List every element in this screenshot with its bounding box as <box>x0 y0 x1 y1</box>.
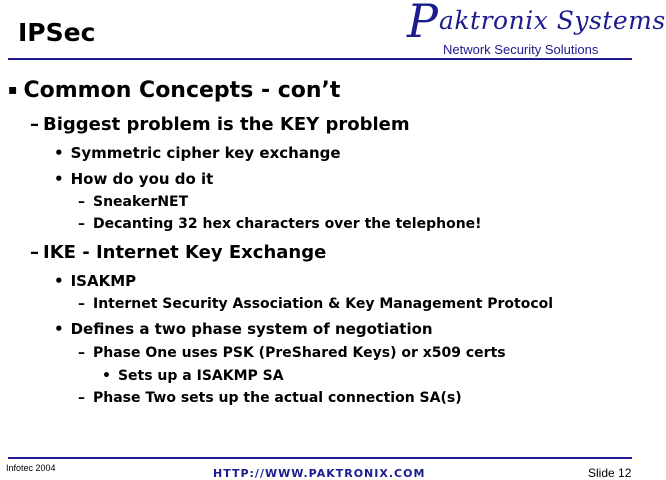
detail-phase-one <box>78 345 506 361</box>
dash-bullet-icon: – <box>78 390 85 406</box>
footer-divider <box>8 457 632 459</box>
detail-isakmp-definition <box>78 296 553 312</box>
detail-sneakernet <box>78 194 188 210</box>
dot-bullet-icon: • <box>54 144 64 162</box>
logo-letter: P <box>407 0 438 48</box>
bullet-text: IKE - Internet Key Exchange <box>43 242 327 263</box>
detail-decanting-hex <box>78 216 482 232</box>
bullet-isakmp <box>54 272 136 290</box>
dot-bullet-icon: • <box>102 368 111 384</box>
square-bullet-icon: ▪ <box>8 82 18 98</box>
footer-event-label: Infotec 2004 <box>6 463 56 473</box>
dot-bullet-icon: • <box>54 170 64 188</box>
dash-bullet-icon: – <box>30 114 39 135</box>
bullet-how-do-you-do-it <box>54 170 213 188</box>
sub-bullet-key-problem <box>30 114 410 135</box>
logo-company-name: aktronix Systems <box>439 6 666 35</box>
bullet-text: Common Concepts - con’t <box>23 78 341 103</box>
bullet-text: ISAKMP <box>70 272 137 290</box>
dash-bullet-icon: – <box>78 216 85 232</box>
logo-tagline: Network Security Solutions <box>443 42 599 57</box>
bullet-text: Sets up a ISAKMP SA <box>117 368 284 384</box>
detail-isakmp-sa <box>102 368 284 384</box>
header-divider <box>8 58 632 60</box>
bullet-two-phase <box>54 320 433 338</box>
slide-title: IPSec <box>18 18 96 47</box>
bullet-text: Biggest problem is the KEY problem <box>43 114 410 135</box>
dot-bullet-icon: • <box>54 272 64 290</box>
bullet-text: How do you do it <box>70 170 214 188</box>
bullet-text: Internet Security Association & Key Management Protocol <box>93 296 554 312</box>
dash-bullet-icon: – <box>78 345 85 361</box>
dot-bullet-icon: • <box>54 320 64 338</box>
detail-phase-two <box>78 390 462 406</box>
slide-number: Slide 12 <box>588 466 632 480</box>
bullet-text: Phase One uses PSK (PreShared Keys) or x509 certs <box>93 345 506 361</box>
bullet-text: Phase Two sets up the actual connection SA(s) <box>93 390 462 406</box>
bullet-common-concepts <box>8 78 340 103</box>
bullet-text: Symmetric cipher key exchange <box>70 144 341 162</box>
footer-website-link[interactable]: HTTP://WWW.PAKTRONIX.COM <box>213 467 426 480</box>
dash-bullet-icon: – <box>78 194 85 210</box>
dash-bullet-icon: – <box>78 296 85 312</box>
bullet-symmetric-cipher <box>54 144 341 162</box>
sub-bullet-ike <box>30 242 326 263</box>
bullet-text: Defines a two phase system of negotiation <box>70 320 433 338</box>
bullet-text: SneakerNET <box>93 194 189 210</box>
dash-bullet-icon: – <box>30 242 39 263</box>
bullet-text: Decanting 32 hex characters over the telephone! <box>93 216 482 232</box>
paktronix-logo <box>405 0 666 60</box>
